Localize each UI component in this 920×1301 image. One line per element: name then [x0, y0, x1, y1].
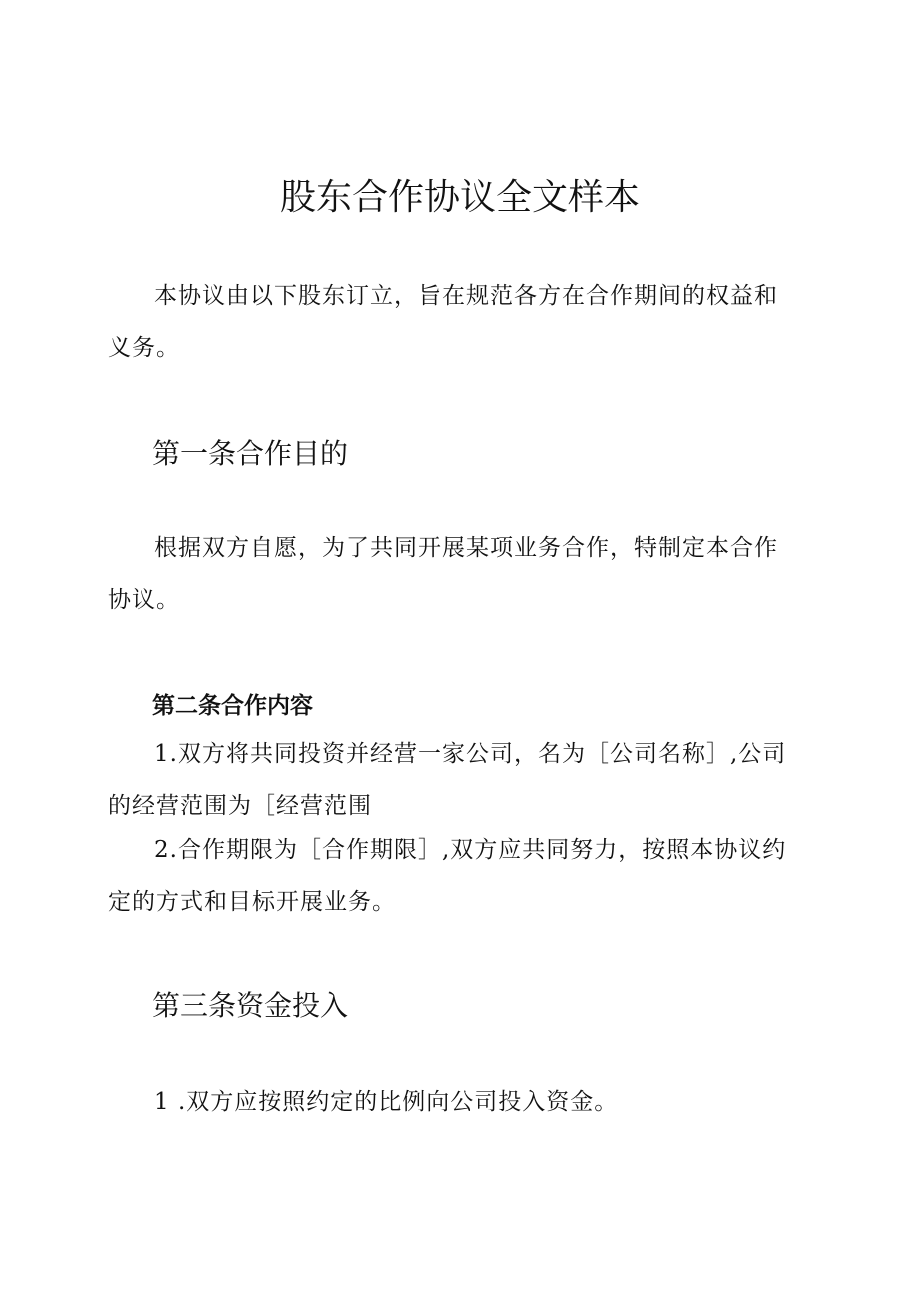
article2-item-1: 1.双方将共同投资并经营一家公司，名为［公司名称］,公司的经营范围为［经营范围: [108, 741, 787, 819]
article2-heading: 第二条合作内容: [152, 692, 313, 719]
intro-paragraph: 本协议由以下股东订立，旨在规范各方在合作期间的权益和义务。: [108, 283, 778, 361]
article3-heading: 第三条资金投入: [152, 989, 349, 1022]
article1-body: 根据双方自愿，为了共同开展某项业务合作，特制定本合作协议。: [108, 535, 778, 613]
article3-item-1: 1 .双方应按照约定的比例向公司投入资金。: [154, 1089, 619, 1115]
document-title: 股东合作协议全文样本: [279, 177, 640, 218]
article2-item-2: 2.合作期限为［合作期限］,双方应共同努力，按照本协议约定的方式和目标开展业务。: [108, 837, 787, 915]
article1-heading: 第一条合作目的: [152, 437, 349, 470]
